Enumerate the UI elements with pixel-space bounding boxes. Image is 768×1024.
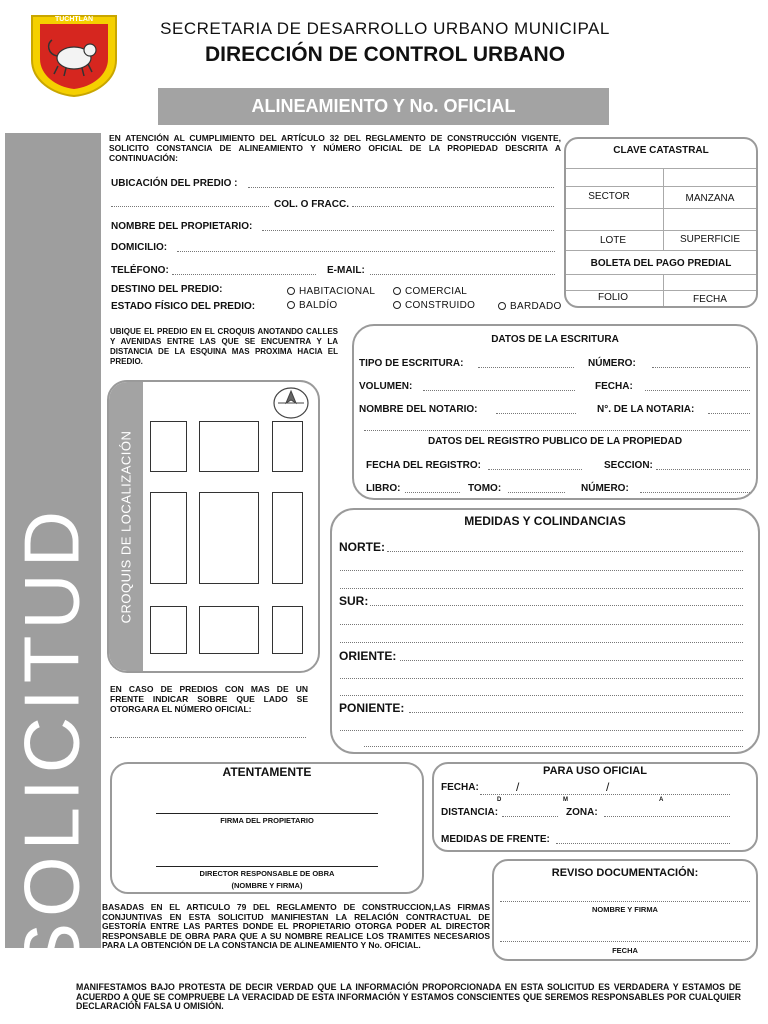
fecha-escritura-field[interactable] (645, 390, 750, 391)
norte-field-3[interactable] (340, 588, 743, 589)
block (150, 492, 187, 584)
registro-title: DATOS DEL REGISTRO PUBLICO DE LA PROPIEDAD (427, 436, 683, 447)
manzana-label: MANZANA (685, 193, 735, 204)
poniente-field[interactable] (409, 712, 743, 713)
tipo-escritura-label: TIPO DE ESCRITURA: (359, 358, 464, 369)
sur-label: SUR: (339, 594, 369, 608)
seccion-field[interactable] (656, 469, 750, 470)
reviso-nombre-label: NOMBRE Y FIRMA (592, 905, 658, 914)
block (199, 606, 259, 654)
basadas-text: BASADAS EN EL ARTICULO 79 DEL REGLAMENTO DE CONSTRUCCION,LAS FIRMAS CONJUNTIVAS EN ESTA SOLICITUD MANIFIESTAN LA RELACIÓN CONTRACTUAL DE GESTORÍA ENTRE LAS PARTES DONDE EL PROPIETARIO OTORGA PODER AL DIRECTOR RESPONSABLE DE OBRA PARA QUE A SU NOMBRE REALICE LOS TRAMITES NECESARIOS PARA LA OBTENCIÓN DE LA CONSTANCIA DE ALINEAMIENTO Y No. OFICIAL. (102, 902, 490, 951)
numero-registro-field[interactable] (640, 492, 750, 493)
frente-oficial-label: MEDIDAS DE FRENTE: (441, 834, 550, 845)
email-label: E-MAIL: (327, 265, 365, 276)
frente-oficial-field[interactable] (556, 843, 730, 844)
comercial-option[interactable]: COMERCIAL (393, 286, 467, 297)
secretaria-title: SECRETARIA DE DESARROLLO URBANO MUNICIPAL (160, 19, 610, 38)
norte-field[interactable] (387, 551, 743, 552)
construido-option[interactable]: CONSTRUIDO (393, 300, 475, 311)
uso-oficial-title: PARA USO OFICIAL (543, 765, 647, 777)
col-field[interactable] (352, 206, 554, 207)
email-field[interactable] (370, 274, 555, 275)
frente-field[interactable] (110, 737, 306, 738)
block (150, 606, 187, 654)
director-line[interactable] (156, 866, 378, 867)
lote-label: LOTE (599, 235, 627, 246)
atentamente-title: ATENTAMENTE (222, 765, 312, 779)
fecha-pago-label: FECHA (693, 294, 727, 305)
telefono-label: TELÉFONO: (111, 265, 169, 276)
block (199, 492, 259, 584)
ubicacion-field[interactable] (248, 187, 554, 188)
numero-label: NÚMERO: (588, 358, 636, 369)
oficial-fecha-field[interactable] (480, 794, 730, 795)
col-label: COL. O FRACC. (274, 199, 349, 210)
numero-registro-label: NÚMERO: (581, 483, 629, 494)
fecha-escritura-label: FECHA: (595, 381, 633, 392)
croquis-instructions: UBIQUE EL PREDIO EN EL CROQUIS ANOTANDO CALLES Y AVENIDAS ENTRE LAS QUE SE ENCUENTRA Y LA DISTANCIA DE LA ESQUINA MAS PROXIMA HACIA EL PREDIO. (110, 327, 338, 366)
sur-field-2[interactable] (340, 624, 743, 625)
fecha-d: D (497, 797, 502, 803)
block (272, 492, 303, 584)
oficial-fecha-label: FECHA: (441, 782, 479, 793)
norte-field-2[interactable] (340, 570, 743, 571)
poniente-field-2[interactable] (340, 730, 743, 731)
medidas-box (330, 508, 760, 754)
fecha-registro-field[interactable] (488, 469, 582, 470)
domicilio-field[interactable] (177, 251, 555, 252)
oriente-field-2[interactable] (340, 678, 743, 679)
bardado-radio[interactable] (498, 302, 506, 310)
destino-label: DESTINO DEL PREDIO: (111, 284, 223, 295)
propietario-label: NOMBRE DEL PROPIETARIO: (111, 221, 253, 232)
construido-radio[interactable] (393, 301, 401, 309)
sur-field[interactable] (370, 605, 743, 606)
poniente-field-3[interactable] (364, 746, 743, 747)
numero-field[interactable] (652, 367, 750, 368)
folio-label: FOLIO (597, 292, 628, 303)
volumen-label: VOLUMEN: (359, 381, 413, 392)
tomo-label: TOMO: (468, 483, 502, 494)
compass-icon (272, 386, 310, 420)
tipo-escritura-field[interactable] (478, 367, 574, 368)
escritura-title: DATOS DE LA ESCRITURA (491, 334, 619, 345)
oriente-label: ORIENTE: (339, 649, 397, 663)
protesta-text: MANIFESTAMOS BAJO PROTESTA DE DECIR VERDAD QUE LA INFORMACIÓN PROPORCIONADA EN ESTA SOLICITUD ES VERDADERA Y ESTAMOS DE ACUERDO A QUE SE COMPRUEBE LA VERACIDAD DE ESTA INFORMACIÓN Y ESTAMOS CONSCIENTES QUE SEREMOS RESPONSABLES POR CUALQUIER DECLARACIÓN FALSA U OMISIÓN. (76, 982, 741, 1011)
reviso-nombre-field[interactable] (500, 901, 750, 902)
domicilio-label: DOMICILIO: (111, 242, 168, 253)
libro-label: LIBRO: (366, 483, 401, 494)
oriente-field-3[interactable] (340, 695, 743, 696)
municipal-shield (30, 14, 118, 98)
block (150, 421, 187, 472)
sector-label: SECTOR (588, 191, 630, 202)
firma-propietario-line[interactable] (156, 813, 378, 814)
volumen-field[interactable] (423, 390, 575, 391)
block (272, 421, 303, 472)
notario-label: NOMBRE DEL NOTARIO: (359, 404, 478, 415)
shield-text: TUCHTLAN (54, 16, 94, 23)
escritura-extra-field[interactable] (364, 430, 750, 431)
fecha-slash-2: / (606, 780, 610, 794)
form-banner-text: ALINEAMIENTO Y No. OFICIAL (251, 96, 516, 116)
estado-label: ESTADO FÍSICO DEL PREDIO: (111, 301, 256, 312)
form-banner (158, 88, 609, 125)
notario-field[interactable] (496, 413, 576, 414)
firma-propietario-label: FIRMA DEL PROPIETARIO (220, 816, 314, 825)
clave-catastral-title: CLAVE CATASTRAL (613, 145, 709, 156)
oriente-field[interactable] (400, 660, 743, 661)
libro-field[interactable] (405, 492, 460, 493)
director-label: DIRECTOR RESPONSABLE DE OBRA (199, 869, 335, 878)
baldio-radio[interactable] (287, 301, 295, 309)
reviso-title: REVISO DOCUMENTACIÓN: (551, 867, 699, 879)
fecha-slash-1: / (516, 780, 520, 794)
fecha-registro-label: FECHA DEL REGISTRO: (366, 460, 482, 471)
ubicacion-field-2[interactable] (111, 206, 269, 207)
distancia-label: DISTANCIA: (441, 807, 499, 818)
baldio-option[interactable]: BALDÍO (287, 300, 337, 311)
croquis-label: CROQUIS DE LOCALIZACIÓN (118, 430, 134, 624)
nombre-firma-director: (NOMBRE Y FIRMA) (231, 881, 303, 890)
habitacional-radio[interactable] (287, 287, 295, 295)
zona-field[interactable] (604, 816, 730, 817)
ubicacion-label: UBICACIÓN DEL PREDIO : (111, 178, 238, 189)
telefono-field[interactable] (172, 274, 316, 275)
sur-field-3[interactable] (340, 642, 743, 643)
notaria-field[interactable] (708, 413, 750, 414)
medidas-title: MEDIDAS Y COLINDANCIAS (464, 514, 626, 528)
distancia-field[interactable] (502, 816, 558, 817)
habitacional-option[interactable]: HABITACIONAL (287, 286, 375, 297)
block (199, 421, 259, 472)
fecha-m: M (563, 797, 568, 803)
zona-label: ZONA: (566, 807, 598, 818)
fecha-a: A (659, 797, 664, 803)
superficie-label: SUPERFICIE (679, 234, 740, 245)
notaria-label: N°. DE LA NOTARIA: (597, 404, 695, 415)
intro-text: EN ATENCIÓN AL CUMPLIMIENTO DEL ARTÍCULO 32 DEL REGLAMENTO DE CONSTRUCCIÓN VIGENTE, SOLICITO CONSTANCIA DE ALINEAMIENTO Y NÚMERO OFICIAL DE LA PROPIEDAD DESCRITA A CONTINUACIÓN: (109, 133, 561, 163)
side-title: SOLICITUD (7, 504, 96, 976)
comercial-radio[interactable] (393, 287, 401, 295)
tomo-field[interactable] (508, 492, 565, 493)
boleta-title: BOLETA DEL PAGO PREDIAL (590, 258, 732, 269)
direccion-title: DIRECCIÓN DE CONTROL URBANO (204, 43, 566, 66)
propietario-field[interactable] (262, 230, 554, 231)
block (272, 606, 303, 654)
reviso-fecha-label: FECHA (612, 946, 638, 955)
bardado-option[interactable]: BARDADO (498, 301, 562, 312)
seccion-label: SECCION: (604, 460, 653, 471)
frente-instructions: EN CASO DE PREDIOS CON MAS DE UN FRENTE INDICAR SOBRE QUE LADO SE OTORGARA EL NÚMERO OFICIAL: (110, 684, 308, 714)
poniente-label: PONIENTE: (339, 701, 405, 715)
reviso-fecha-field[interactable] (500, 941, 750, 942)
norte-label: NORTE: (339, 540, 385, 554)
